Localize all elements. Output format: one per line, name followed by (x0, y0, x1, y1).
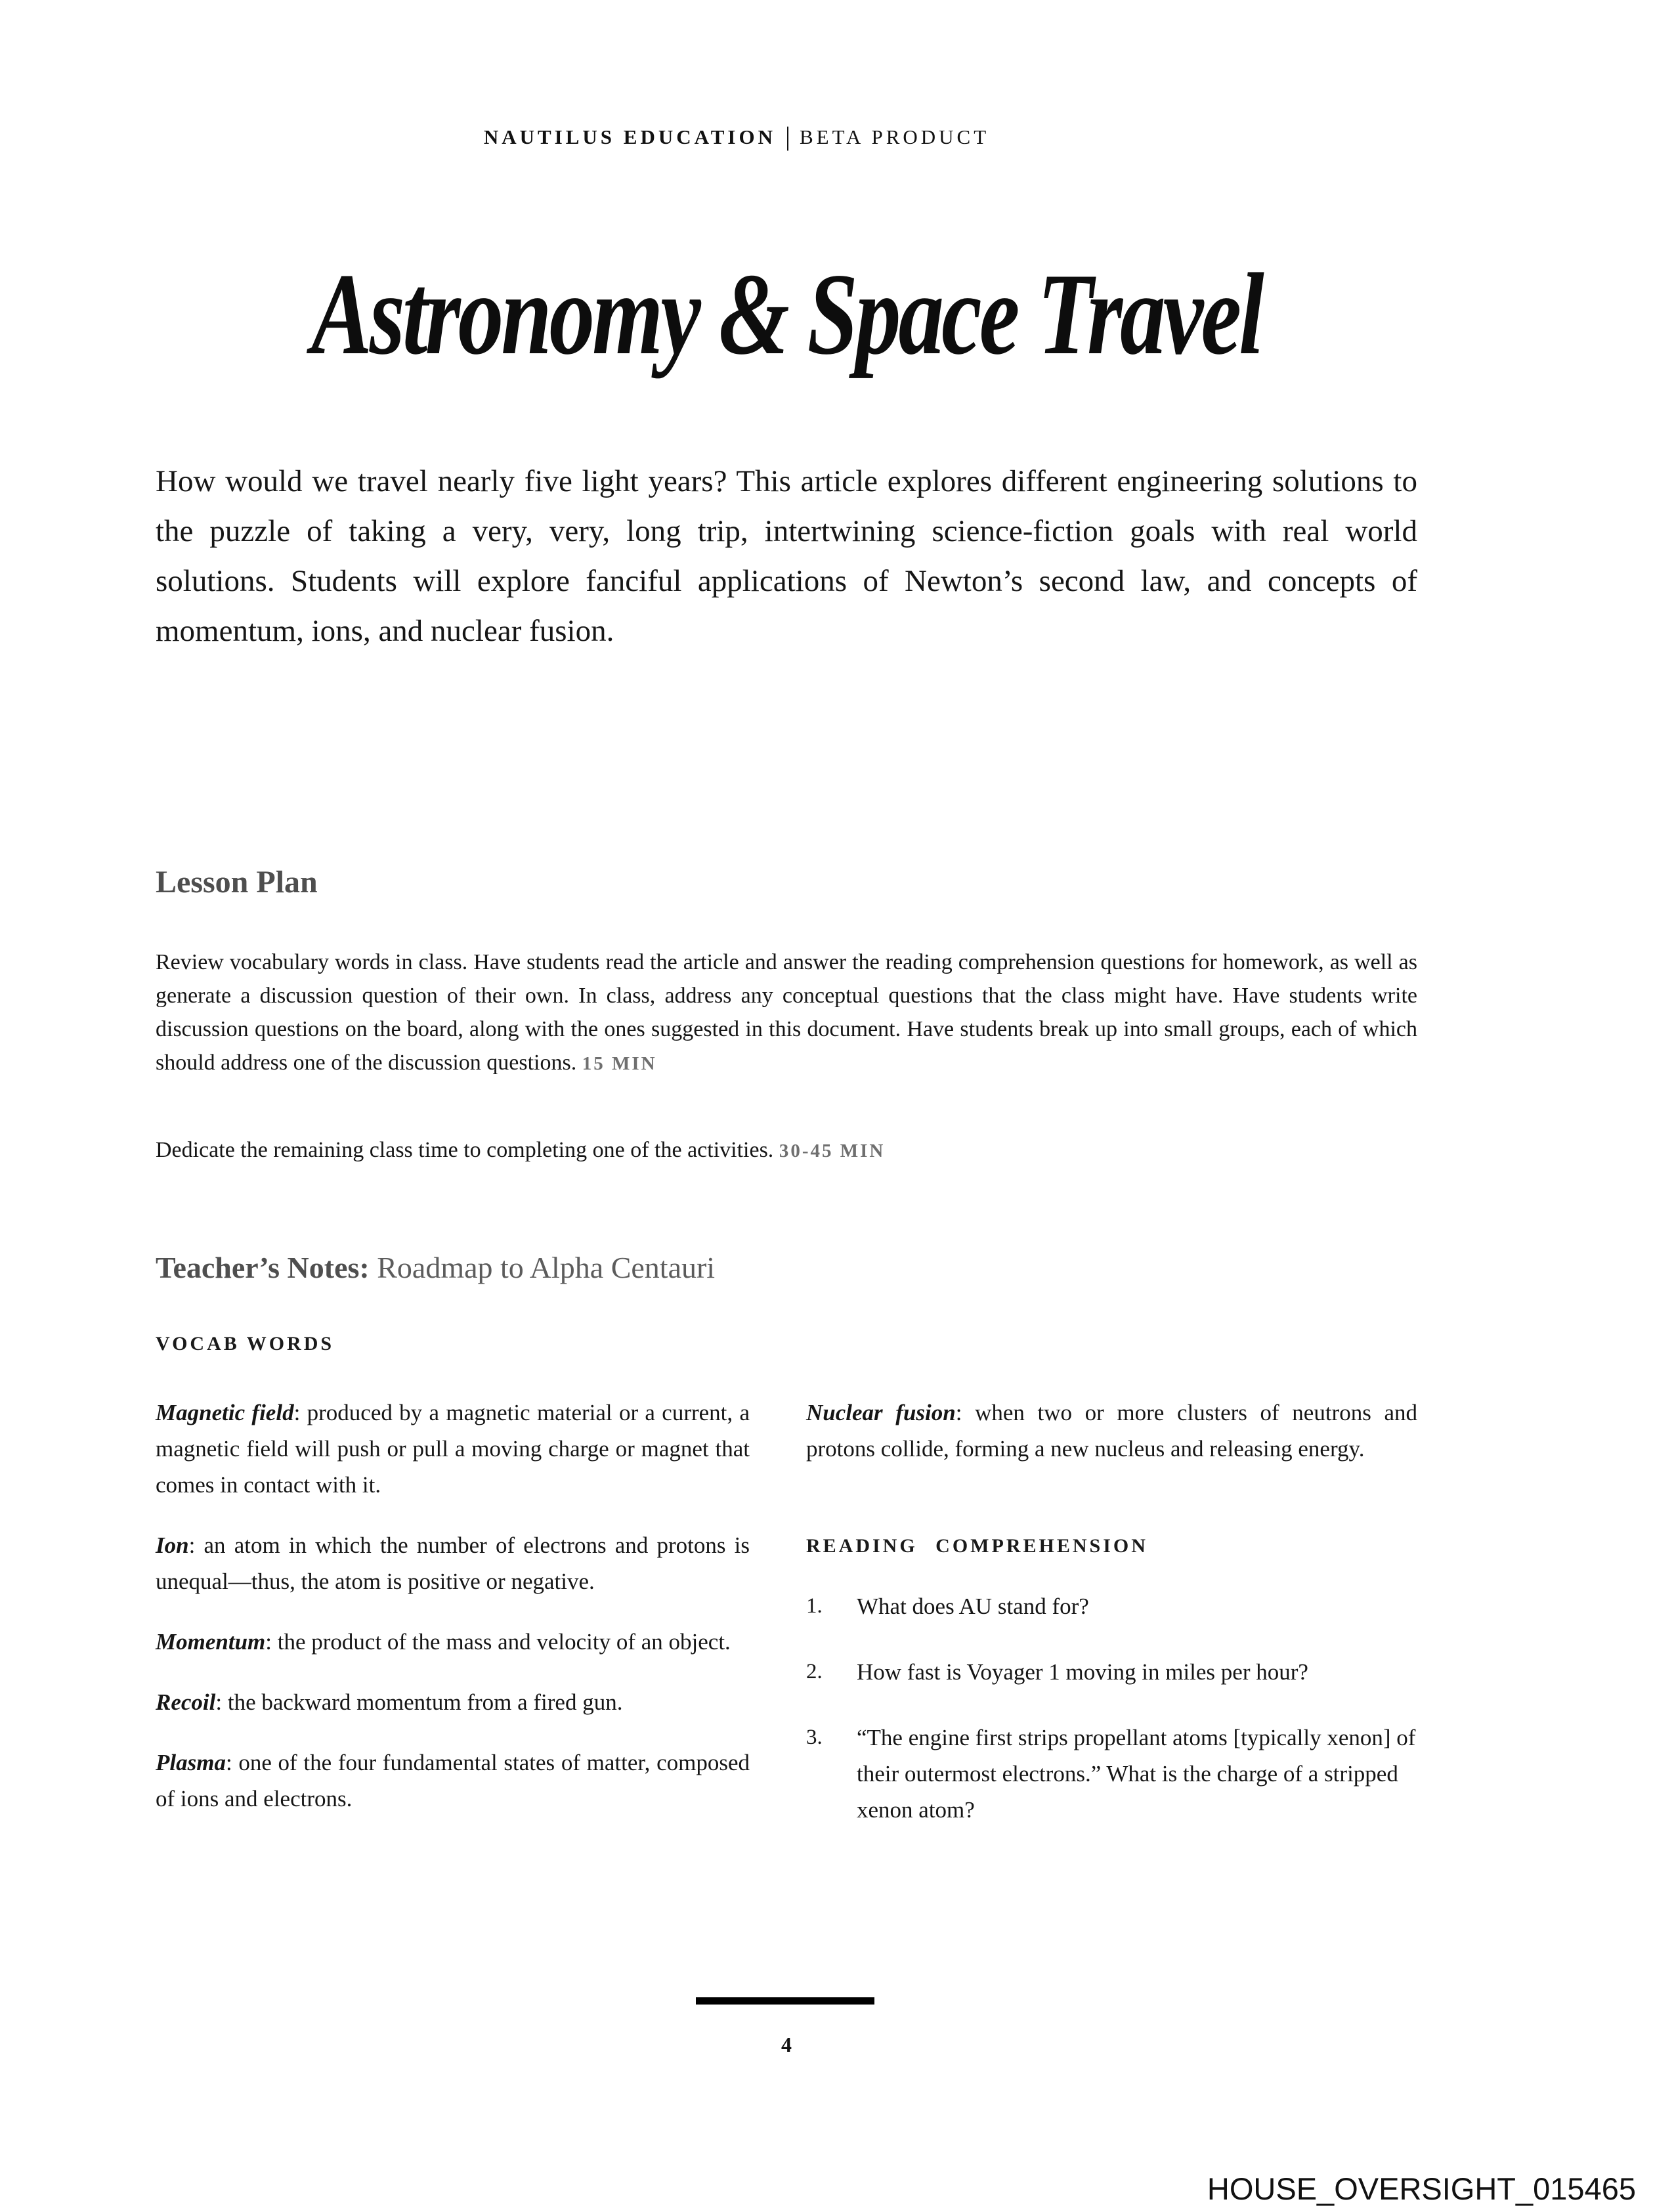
vocab-term: Plasma (156, 1750, 226, 1775)
vocab-definition: : the backward momentum from a fired gun. (215, 1689, 623, 1715)
duration-badge-2: 30-45 MIN (779, 1140, 886, 1161)
vocab-words-heading: VOCAB WORDS (156, 1333, 335, 1355)
page-header (156, 119, 1318, 150)
vocab-entry (156, 1624, 750, 1660)
question-text: How fast is Voyager 1 moving in miles per hour? (857, 1659, 1308, 1685)
header-separator: | (784, 121, 790, 151)
lesson-paragraph-2 (156, 1133, 1417, 1168)
vocab-definition: : the product of the mass and velocity of an object. (265, 1629, 731, 1655)
vocab-entry (806, 1395, 1417, 1467)
question-number: 1. (806, 1594, 823, 1618)
vocab-term: Nuclear fusion (806, 1400, 956, 1425)
vocab-definition: : when two or more clusters of neutrons and protons collide, forming a new nucleus and releasing energy. (806, 1400, 1417, 1462)
lesson-plan-heading: Lesson Plan (156, 865, 318, 900)
question-number: 3. (806, 1725, 823, 1749)
vocab-term: Ion (156, 1532, 189, 1558)
vocab-entry (156, 1684, 750, 1720)
vocab-term: Recoil (156, 1689, 216, 1715)
brand-name: NAUTILUS EDUCATION (483, 125, 776, 148)
question-text: “The engine first strips propellant atoms [typically xenon] of their outermost electrons.” What is the charge of a stripped xenon atom? (857, 1725, 1416, 1823)
vocab-column-left (156, 1395, 750, 1857)
product-label: BETA PRODUCT (799, 125, 990, 148)
question-text: What does AU stand for? (857, 1594, 1089, 1619)
question-list (806, 1588, 1417, 1828)
vocab-definition: : produced by a magnetic material or a current, a magnetic field will push or pull a moving charge or magnet that comes in contact with it. (156, 1400, 750, 1498)
vocab-definition: : an atom in which the number of electrons and protons is unequal—thus, the atom is positive or negative. (156, 1532, 750, 1594)
page-title: Astronomy & Space Travel (311, 249, 1262, 379)
lesson-paragraph-1-text: Review vocabulary words in class. Have students read the article and answer the reading comprehension questions for homework, as well as generate a discussion question of their own. In class, address any conceptual questions that the class might have. Have students write discussion questions on the board, along with the ones suggested in this document. Have students break up into small groups, each of which should address one of the discussion questions. (156, 950, 1417, 1075)
bates-stamp: HOUSE_OVERSIGHT_015465 (1207, 2171, 1636, 2206)
footer-divider (696, 1997, 874, 2005)
vocab-entry (156, 1745, 750, 1817)
vocab-entry (156, 1527, 750, 1599)
title-block (294, 244, 1278, 383)
question-item (806, 1720, 1417, 1828)
vocab-definition: : one of the four fundamental states of matter, composed of ions and electrons. (156, 1750, 750, 1811)
question-number: 2. (806, 1660, 823, 1683)
vocab-column-right (806, 1395, 1417, 1857)
vocab-term: Momentum (156, 1629, 266, 1655)
question-item (806, 1588, 1417, 1624)
duration-badge-1: 15 MIN (582, 1053, 657, 1074)
page-number: 4 (781, 2033, 792, 2056)
teachers-notes-title: Roadmap to Alpha Centauri (377, 1251, 716, 1284)
reading-comprehension-heading: READING COMPREHENSION (806, 1535, 1148, 1557)
vocab-term: Magnetic field (156, 1400, 294, 1425)
teachers-notes-label: Teacher’s Notes: (156, 1251, 370, 1284)
lesson-paragraph-1 (156, 945, 1417, 1081)
teachers-notes-heading (156, 1249, 1417, 1287)
lesson-paragraph-2-text: Dedicate the remaining class time to completing one of the activities. (156, 1138, 774, 1162)
question-item (806, 1654, 1417, 1690)
intro-paragraph: How would we travel nearly five light years? This article explores different engineering solutions to the puzzle of taking a very, very, long trip, intertwining science-fiction goals with real world solutions. Students will explore fanciful applications of Newton’s second law, and concepts of momentum, ions, and nuclear fusion. (156, 464, 1417, 648)
vocab-entry (156, 1395, 750, 1503)
two-column-section (156, 1395, 1417, 1857)
